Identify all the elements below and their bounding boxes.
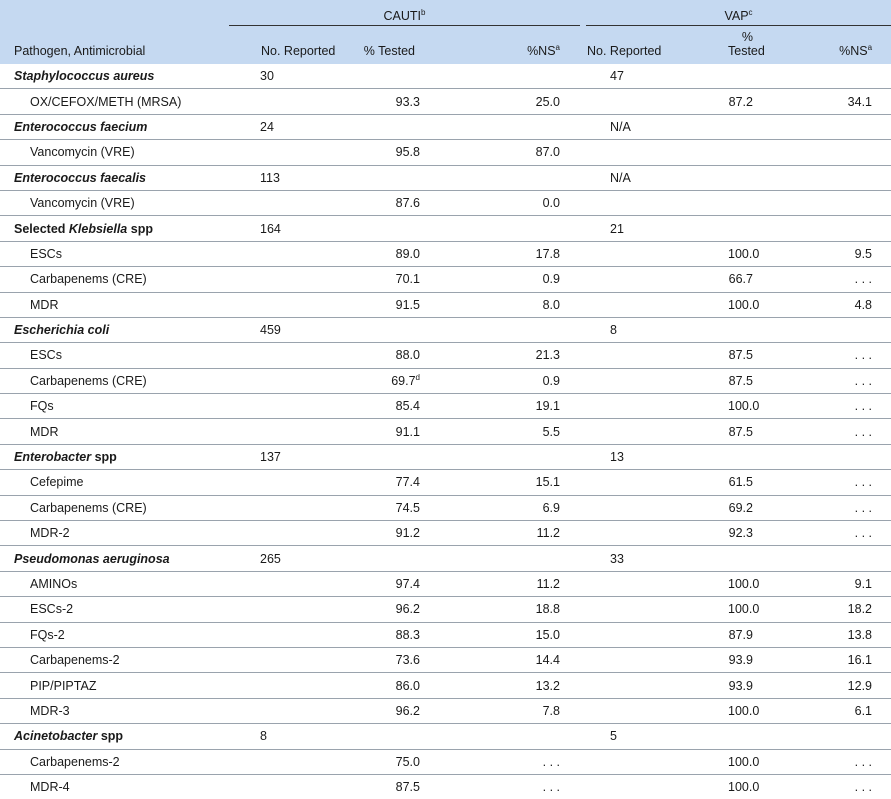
antimicrobial-row [0,495,891,520]
antimicrobial-name: Cefepime [0,470,229,495]
vap-tested-cell: 69.2 [728,495,815,520]
vap-reported-cell [586,419,728,444]
cauti-reported-cell [229,343,343,368]
antimicrobial-row [0,190,891,215]
pathogen-name-segment: spp [97,729,124,744]
table-header [0,0,891,64]
vap-ns-cell [815,724,891,749]
vap-tested-cell [728,165,815,190]
vap-reported-cell [586,292,728,317]
vap-ns-cell [815,64,891,89]
cauti-ns-cell [467,317,586,342]
cauti-tested-cell: 95.8 [343,140,467,165]
vap-reported-cell [586,470,728,495]
cauti-ns-cell [467,444,586,469]
antimicrobial-name: MDR-2 [0,521,229,546]
cauti-reported-cell [229,394,343,419]
vap-ns-cell [815,140,891,165]
antimicrobial-name: Carbapenems-2 [0,749,229,774]
cauti-tested-cell: 91.2 [343,521,467,546]
cauti-reported-cell [229,292,343,317]
antimicrobial-row [0,89,891,114]
cauti-tested-cell: 77.4 [343,470,467,495]
cauti-tested-cell [343,165,467,190]
vap-ns-cell [815,546,891,571]
antimicrobial-row [0,647,891,672]
vap-reported-cell [586,190,728,215]
antimicrobial-name: Carbapenems-2 [0,647,229,672]
antimicrobial-name: Carbapenems (CRE) [0,368,229,393]
cauti-tested-cell [343,444,467,469]
cauti-tested-cell: 88.0 [343,343,467,368]
vap-tested-cell: 100.0 [728,241,815,266]
cauti-reported-cell: 265 [229,546,343,571]
cauti-tested-cell: 73.6 [343,647,467,672]
vap-reported-cell [586,749,728,774]
antimicrobial-row [0,698,891,723]
cauti-ns-cell [467,216,586,241]
pathogen-name [0,216,229,241]
vap-ns-cell [815,216,891,241]
pathogen-name [0,724,229,749]
vap-ns-cell: 12.9 [815,673,891,698]
antimicrobial-row [0,241,891,266]
cauti-reported-cell: 459 [229,317,343,342]
vap-reported-cell: 5 [586,724,728,749]
cauti-tested-cell: 74.5 [343,495,467,520]
cauti-reported-cell [229,774,343,799]
group-header-vap: VAP$^c$ [586,0,891,30]
vap-reported-cell [586,571,728,596]
pathogen-name-segment: Enterococcus faecalis [14,170,147,185]
cauti-ns-cell: 5.5 [467,419,586,444]
antimicrobial-row [0,343,891,368]
cauti-reported-cell [229,622,343,647]
cauti-reported-cell [229,419,343,444]
antimicrobial-name: Carbapenems (CRE) [0,267,229,292]
cauti-tested-cell: 91.1 [343,419,467,444]
cauti-ns-cell: 87.0 [467,140,586,165]
pathogen-row [0,546,891,571]
cauti-tested-cell [343,114,467,139]
vap-tested-cell [728,190,815,215]
antimicrobial-name: PIP/PIPTAZ [0,673,229,698]
antimicrobial-row [0,419,891,444]
column-header-cauti-ns: $\%NS^a$ [527,42,560,58]
pathogen-row [0,64,891,89]
vap-reported-cell: 47 [610,69,624,84]
cauti-reported-cell [229,597,343,622]
pathogen-name [0,317,229,342]
cauti-ns-cell: 8.0 [467,292,586,317]
vap-tested-cell: 100.0 [728,292,815,317]
vap-tested-cell [728,140,815,165]
vap-reported-cell: 13 [586,444,728,469]
vap-reported-cell [586,495,728,520]
cauti-ns-cell: . . . [467,774,586,799]
cauti-tested-cell: 85.4 [343,394,467,419]
vap-tested-cell [728,546,815,571]
vap-ns-cell: . . . [815,470,891,495]
antimicrobial-row [0,622,891,647]
cauti-tested-cell [343,724,467,749]
vap-tested-cell [728,317,815,342]
cauti-ns-cell: 7.8 [467,698,586,723]
pathogen-name-segment: Escherichia coli [14,323,110,338]
vap-ns-cell: . . . [815,521,891,546]
vap-ns-cell: . . . [815,267,891,292]
cauti-tested-cell [343,317,467,342]
antimicrobial-row [0,673,891,698]
cauti-tested-cell: 91.5 [343,292,467,317]
vap-tested-cell: 61.5 [728,470,815,495]
cauti-ns-cell: 25.0 [467,89,586,114]
vap-ns-cell: 18.2 [815,597,891,622]
vap-reported-cell [586,521,728,546]
vap-reported-cell [586,241,728,266]
pathogen-name-segment: Acinetobacter [14,729,98,744]
vap-reported-cell: N/A [586,114,728,139]
vap-ns-cell: 9.1 [815,571,891,596]
vap-ns-cell [815,114,891,139]
cauti-ns-cell: 0.9 [467,368,586,393]
cauti-reported-cell [229,368,343,393]
cauti-reported-cell [229,673,343,698]
column-header-vap-reported: No. Reported [587,44,662,58]
vap-reported-cell [586,394,728,419]
vap-ns-cell: . . . [815,774,891,799]
cauti-reported-cell [229,521,343,546]
cauti-tested-cell: 87.6 [343,190,467,215]
antimicrobial-row [0,470,891,495]
vap-ns-cell: . . . [815,368,891,393]
cauti-ns-cell: . . . [467,749,586,774]
pathogen-name [0,114,229,139]
vap-ns-cell: 6.1 [815,698,891,723]
pathogen-name [0,444,229,469]
antimicrobial-name: FQs-2 [0,622,229,647]
pathogen-row [0,317,891,342]
cauti-ns-cell: 6.9 [467,495,586,520]
vap-ns-cell: . . . [815,495,891,520]
vap-ns-cell [815,317,891,342]
cauti-reported-cell [229,647,343,672]
vap-tested-cell: 93.9 [728,647,815,672]
vap-tested-cell: 100.0 [728,571,815,596]
cauti-ns-cell: 19.1 [467,394,586,419]
vap-reported-cell [586,673,728,698]
cauti-reported-cell [229,140,343,165]
vap-tested-cell [728,444,815,469]
antimicrobial-name: AMINOs [0,571,229,596]
vap-reported-cell [586,774,728,799]
vap-ns-cell: . . . [815,343,891,368]
vap-reported-cell: N/A [586,165,728,190]
vap-reported-cell [586,343,728,368]
cauti-tested-cell: 69.7$^d$ [343,368,467,393]
cauti-ns-cell: 11.2 [467,571,586,596]
cauti-ns-cell [467,724,586,749]
antimicrobial-row [0,521,891,546]
pathogen-row [0,114,891,139]
column-header-pathogen: Pathogen, Antimicrobial [14,44,146,58]
cauti-ns-cell: 15.0 [467,622,586,647]
pathogen-name [0,165,229,190]
cauti-ns-cell: 15.1 [467,470,586,495]
vap-reported-cell [586,267,728,292]
vap-tested-cell: 100.0 [728,774,815,799]
cauti-ns-cell [467,165,586,190]
cauti-tested-cell: 93.3 [343,89,467,114]
vap-ns-cell: . . . [815,419,891,444]
cauti-reported-cell [229,749,343,774]
antimicrobial-name: MDR-4 [0,774,229,799]
antimicrobial-row [0,267,891,292]
vap-tested-cell: 87.5 [728,419,815,444]
cauti-reported-cell [229,267,343,292]
cauti-ns-cell: 0.0 [467,190,586,215]
cauti-ns-cell: 21.3 [467,343,586,368]
cauti-reported-cell: 30 [260,69,274,84]
vap-ns-cell [815,444,891,469]
pathogen-row [0,216,891,241]
vap-reported-cell: 33 [586,546,728,571]
vap-tested-cell: 92.3 [728,521,815,546]
cauti-reported-cell: 164 [229,216,343,241]
cauti-reported-cell [229,89,343,114]
vap-tested-cell: 100.0 [728,394,815,419]
antimicrobial-row [0,571,891,596]
vap-tested-cell: 87.2 [728,89,815,114]
vap-reported-cell: 21 [586,216,728,241]
pathogen-name-segment: spp [91,450,117,465]
cauti-reported-cell [229,190,343,215]
vap-tested-cell [728,216,815,241]
vap-reported-cell [586,647,728,672]
pathogen-name-segment: spp [127,221,153,236]
vap-tested-cell: 100.0 [728,698,815,723]
cauti-ns-cell: 18.8 [467,597,586,622]
group-header-cauti: CAUTI$^b$ [229,0,586,30]
cauti-tested-cell [343,216,467,241]
column-header-vap-tested: % Tested [728,30,765,58]
cauti-ns-cell [467,64,586,89]
vap-ns-cell: . . . [815,394,891,419]
vap-tested-cell [728,64,815,89]
cauti-tested-cell: 97.4 [343,571,467,596]
pathogen-name [0,546,229,571]
vap-reported-cell [586,89,728,114]
antimicrobial-row [0,749,891,774]
vap-tested-cell [728,724,815,749]
cauti-reported-cell [229,241,343,266]
cauti-ns-cell: 13.2 [467,673,586,698]
vap-ns-cell: . . . [815,749,891,774]
vap-ns-cell: 9.5 [815,241,891,266]
header-blank [0,0,229,30]
cauti-reported-cell: 137 [229,444,343,469]
antimicrobial-name: ESCs-2 [0,597,229,622]
cauti-reported-cell [229,495,343,520]
vap-reported-cell [586,698,728,723]
vap-tested-cell: 87.5 [728,343,815,368]
pathogen-name-segment: Pseudomonas aeruginosa [14,551,170,566]
vap-ns-cell [815,165,891,190]
antimicrobial-name: FQs [0,394,229,419]
vap-tested-cell: 87.5 [728,368,815,393]
column-header-cauti-reported: No. Reported [261,44,336,58]
cauti-tested-cell: 86.0 [343,673,467,698]
cauti-reported-cell [229,470,343,495]
antimicrobial-name: ESCs [0,343,229,368]
cauti-ns-cell: 11.2 [467,521,586,546]
vap-reported-cell [586,622,728,647]
cauti-reported-cell [229,698,343,723]
antimicrobial-name: MDR-3 [0,698,229,723]
cauti-ns-cell: 0.9 [467,267,586,292]
vap-reported-cell [586,597,728,622]
antimicrobial-name: ESCs [0,241,229,266]
cauti-tested-cell: 70.1 [343,267,467,292]
cauti-tested-cell [343,64,467,89]
table-body [0,64,891,799]
cauti-ns-cell: 14.4 [467,647,586,672]
pathogen-name-segment: Enterococcus faecium [14,119,148,134]
vap-tested-cell: 93.9 [728,673,815,698]
cauti-tested-cell: 75.0 [343,749,467,774]
antimicrobial-name: Vancomycin (VRE) [0,190,229,215]
pathogen-name-segment: Staphylococcus aureus [14,69,155,84]
vap-reported-cell [586,140,728,165]
pathogen-name-segment: Selected [14,221,69,236]
cauti-ns-cell [467,546,586,571]
cauti-tested-cell [343,546,467,571]
vap-reported-cell [586,368,728,393]
pathogen-name-segment: Enterobacter [14,450,92,465]
vap-ns-cell: 4.8 [815,292,891,317]
cauti-tested-cell: 96.2 [343,698,467,723]
antimicrobial-name: Carbapenems (CRE) [0,495,229,520]
vap-tested-cell [728,114,815,139]
cauti-ns-cell [467,114,586,139]
cauti-reported-cell: 8 [229,724,343,749]
vap-ns-cell: 34.1 [815,89,891,114]
vap-tested-cell: 100.0 [728,597,815,622]
column-header-vap-ns: $\%NS^a$ [839,42,873,58]
vap-ns-cell: 13.8 [815,622,891,647]
cauti-ns-cell: 17.8 [467,241,586,266]
cauti-tested-cell: 96.2 [343,597,467,622]
vap-reported-cell: 8 [586,317,728,342]
cauti-tested-cell: 87.5 [343,774,467,799]
antimicrobial-row [0,292,891,317]
pathogen-row [0,724,891,749]
antimicrobial-name: OX/CEFOX/METH (MRSA) [0,89,229,114]
antimicrobial-row [0,774,891,799]
antimicrobial-row [0,140,891,165]
cauti-reported-cell: 113 [229,165,343,190]
pathogen-name-segment: Klebsiella [68,221,128,236]
pathogen-row [0,165,891,190]
vap-ns-cell [815,190,891,215]
vap-tested-cell: 66.7 [728,267,815,292]
antimicrobial-row [0,368,891,393]
antimicrobial-name: Vancomycin (VRE) [0,140,229,165]
antimicrobial-row [0,597,891,622]
antimicrobial-name: MDR [0,419,229,444]
pathogen-name [0,64,229,89]
antimicrobial-name: MDR [0,292,229,317]
antimicrobial-row [0,394,891,419]
vap-ns-cell: 16.1 [815,647,891,672]
cauti-tested-cell: 88.3 [343,622,467,647]
vap-tested-cell: 100.0 [728,749,815,774]
column-header-cauti-tested: % Tested [363,44,415,58]
cauti-reported-cell [229,571,343,596]
cauti-tested-cell: 89.0 [343,241,467,266]
cauti-reported-cell: 24 [229,114,343,139]
vap-tested-cell: 87.9 [728,622,815,647]
pathogen-row [0,444,891,469]
